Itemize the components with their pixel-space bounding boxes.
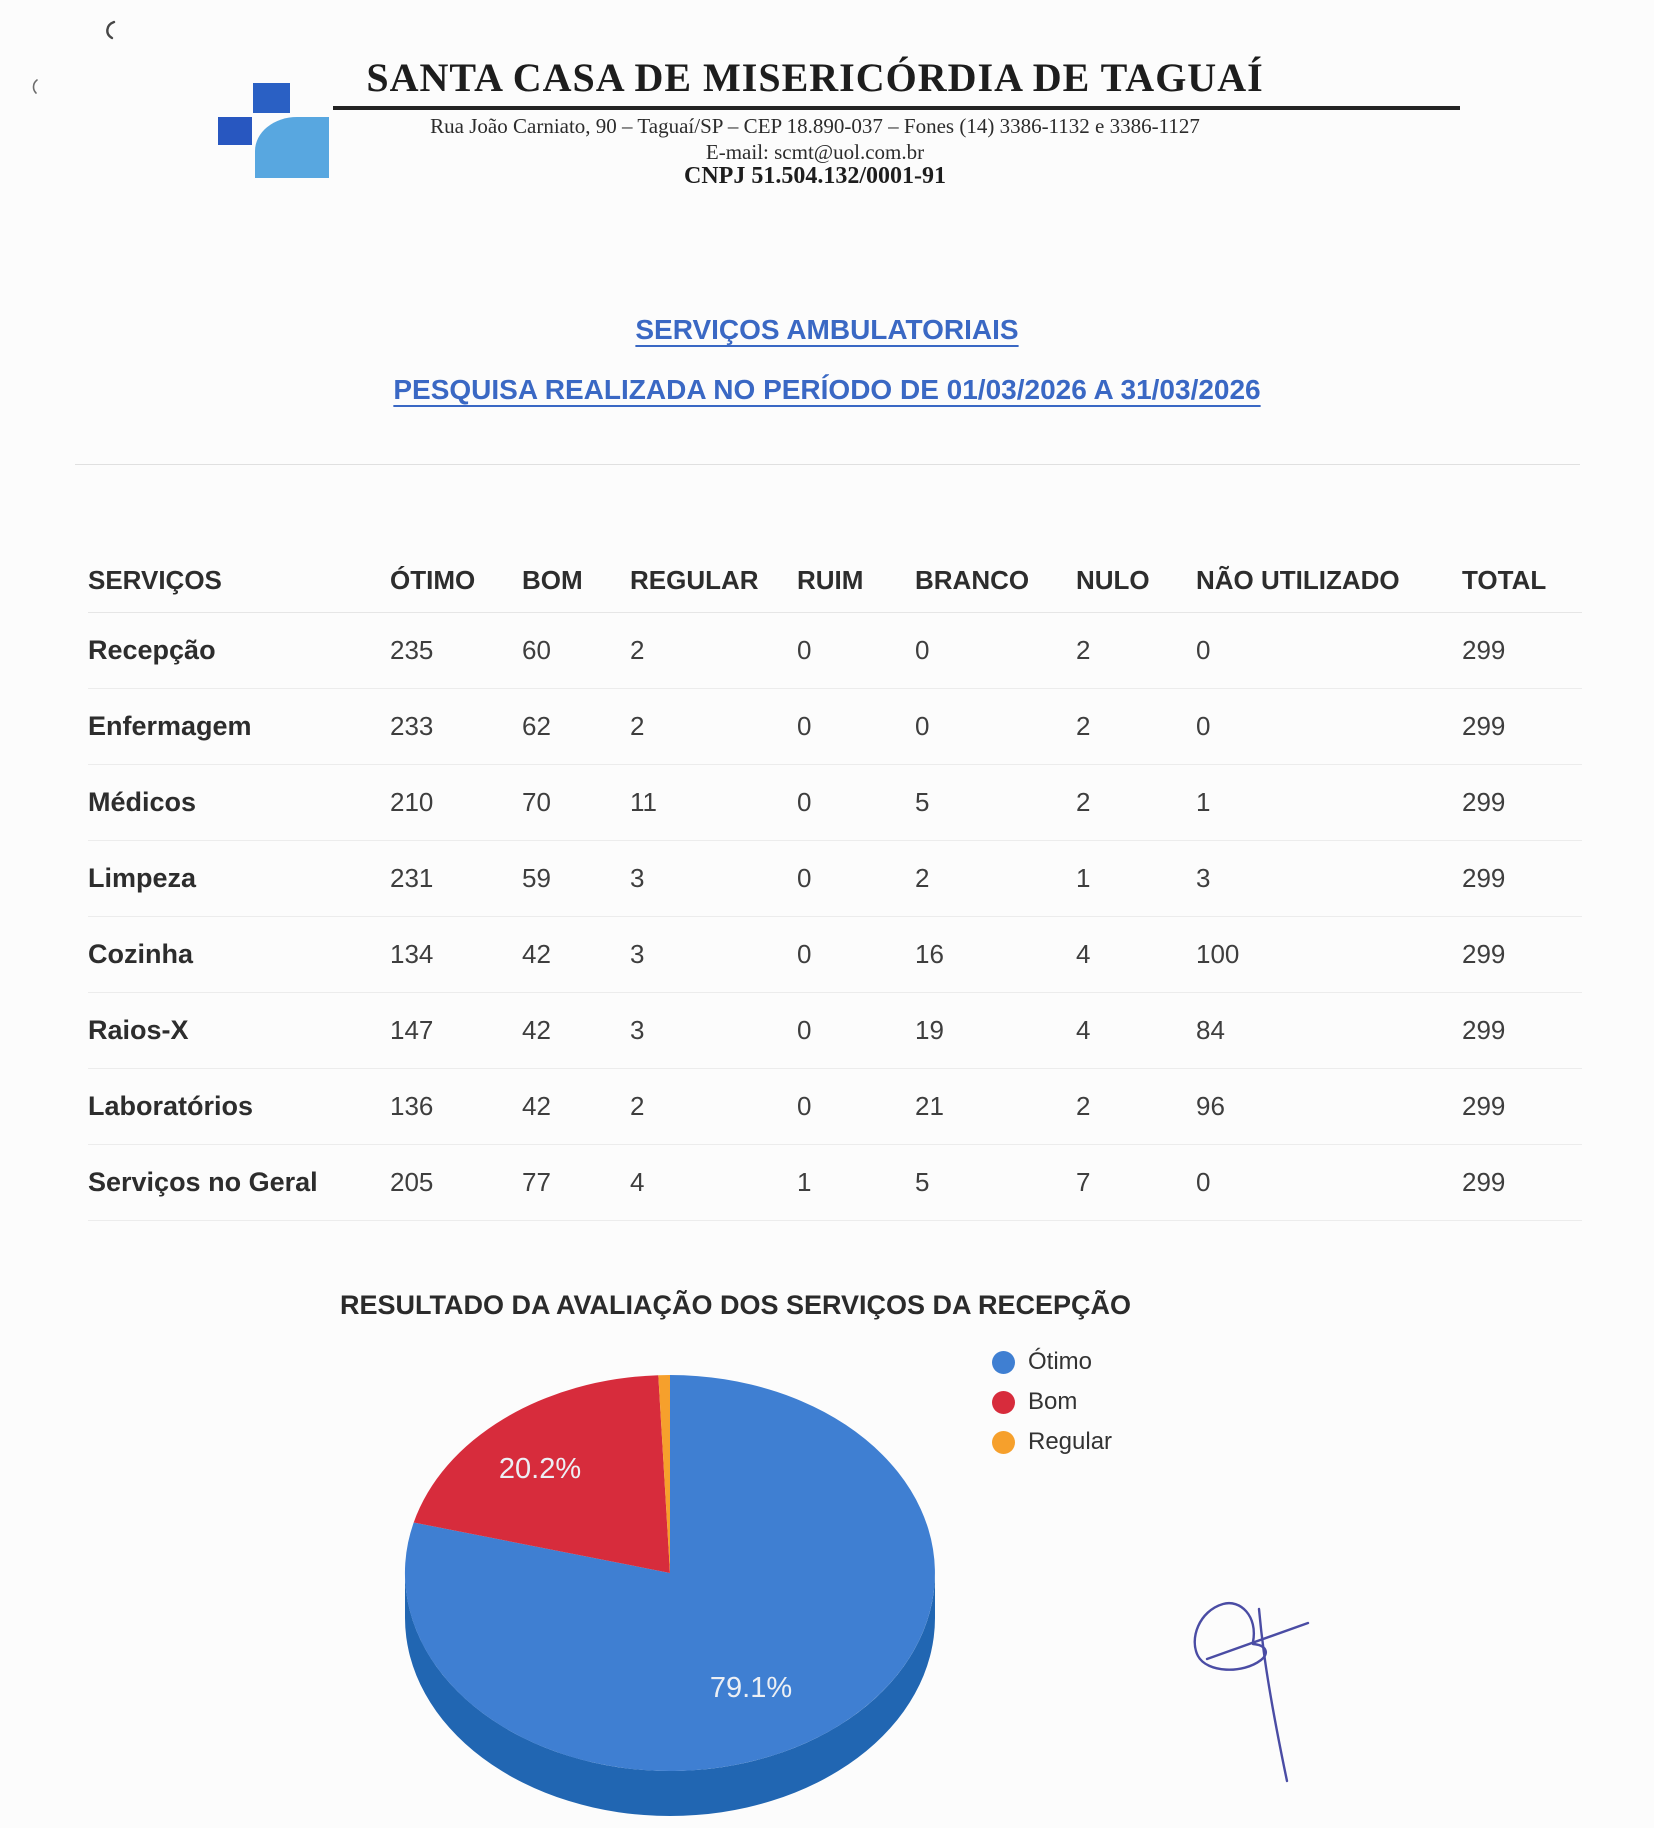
table-cell-value: 2 bbox=[1076, 1091, 1091, 1121]
doc-title-line1: SERVIÇOS AMBULATORIAIS bbox=[635, 314, 1019, 345]
table-header-cell: RUIM bbox=[797, 564, 864, 595]
table-cell-value: 70 bbox=[522, 787, 551, 817]
org-email: E-mail: scmt@uol.com.br bbox=[705, 140, 925, 164]
table-cell-value: 96 bbox=[1196, 1091, 1225, 1121]
table-row bbox=[88, 993, 1582, 1069]
table-row bbox=[88, 765, 1582, 841]
table-cell-value: 0 bbox=[1196, 711, 1211, 741]
pie-label-bom: 20.2% bbox=[498, 1453, 582, 1485]
table-row-service: Serviços no Geral bbox=[88, 1167, 318, 1197]
table-header-cell: SERVIÇOS bbox=[88, 564, 222, 595]
table-cell-value: 7 bbox=[1076, 1167, 1091, 1197]
pen-mark bbox=[100, 20, 120, 42]
table-header-cell: BOM bbox=[522, 564, 583, 595]
table-cell-value: 231 bbox=[390, 863, 434, 893]
table-cell-value: 21 bbox=[915, 1091, 944, 1121]
table-cell-value: 0 bbox=[1196, 635, 1211, 665]
table-header-cell: NÃO UTILIZADO bbox=[1196, 564, 1400, 595]
table-row-service: Raios-X bbox=[88, 1015, 189, 1045]
table-row-service: Limpeza bbox=[88, 863, 197, 893]
table-cell-value: 4 bbox=[1076, 939, 1091, 969]
table-cell-value: 2 bbox=[630, 635, 645, 665]
table-cell-value: 299 bbox=[1462, 635, 1506, 665]
table-cell-value: 299 bbox=[1462, 711, 1506, 741]
doc-title-line2: PESQUISA REALIZADA NO PERÍODO DE 01/03/2026 A 31/03/2026 bbox=[393, 374, 1261, 405]
table-cell-value: 0 bbox=[915, 635, 930, 665]
table-cell-value: 233 bbox=[390, 711, 434, 741]
table-row-service: Cozinha bbox=[88, 939, 193, 969]
table-cell-value: 5 bbox=[915, 787, 930, 817]
table-cell-value: 299 bbox=[1462, 787, 1506, 817]
table-header-row bbox=[88, 548, 1582, 613]
table-cell-value: 0 bbox=[797, 635, 812, 665]
org-name: SANTA CASA DE MISERICÓRDIA DE TAGUAÍ bbox=[366, 55, 1264, 100]
legend-item-otimo bbox=[992, 1342, 1112, 1382]
table-cell-value: 299 bbox=[1462, 939, 1506, 969]
table-header-cell: ÓTIMO bbox=[390, 564, 476, 595]
table-cell-value: 4 bbox=[1076, 1015, 1091, 1045]
table-cell-value: 16 bbox=[915, 939, 944, 969]
table-cell-value: 59 bbox=[522, 863, 551, 893]
table-cell-value: 147 bbox=[390, 1015, 434, 1045]
table-cell-value: 11 bbox=[630, 787, 657, 817]
table-row-service: Laboratórios bbox=[88, 1091, 254, 1121]
table-header-cell: NULO bbox=[1076, 564, 1150, 595]
table-header-cell: REGULAR bbox=[630, 564, 759, 595]
table-cell-value: 2 bbox=[1076, 711, 1091, 741]
table-cell-value: 1 bbox=[1196, 787, 1211, 817]
table-cell-value: 0 bbox=[797, 1091, 812, 1121]
chart-legend bbox=[992, 1342, 1112, 1462]
table-cell-value: 1 bbox=[797, 1167, 812, 1197]
table-cell-value: 0 bbox=[1196, 1167, 1211, 1197]
table-cell-value: 5 bbox=[915, 1167, 930, 1197]
table-cell-value: 3 bbox=[630, 939, 645, 969]
table-cell-value: 19 bbox=[915, 1015, 944, 1045]
table-row bbox=[88, 689, 1582, 765]
legend-item-regular bbox=[992, 1422, 1112, 1462]
table-row bbox=[88, 841, 1582, 917]
table-cell-value: 299 bbox=[1462, 1015, 1506, 1045]
table-cell-value: 3 bbox=[630, 863, 645, 893]
table-cell-value: 3 bbox=[1196, 863, 1211, 893]
legend-dot-bom bbox=[992, 1391, 1015, 1414]
chart-title: RESULTADO DA AVALIAÇÃO DOS SERVIÇOS DA RECEPÇÃO bbox=[340, 1290, 1132, 1320]
table-cell-value: 299 bbox=[1462, 1167, 1506, 1197]
legend-label: Ótimo bbox=[1028, 1348, 1093, 1375]
table-row bbox=[88, 1145, 1582, 1221]
table-cell-value: 299 bbox=[1462, 863, 1506, 893]
table-cell-value: 3 bbox=[630, 1015, 645, 1045]
table-cell-value: 0 bbox=[797, 939, 812, 969]
services-table bbox=[88, 548, 1582, 1221]
table-row-service: Médicos bbox=[88, 787, 197, 817]
pie-label-otimo: 79.1% bbox=[709, 1672, 793, 1704]
logo-rounded-shape bbox=[255, 117, 329, 178]
table-header-cell: BRANCO bbox=[915, 564, 1030, 595]
table-cell-value: 2 bbox=[630, 1091, 645, 1121]
table-cell-value: 299 bbox=[1462, 1091, 1506, 1121]
logo-square-top bbox=[253, 83, 290, 113]
legend-label: Regular bbox=[1028, 1428, 1113, 1455]
org-logo bbox=[218, 83, 333, 183]
table-cell-value: 0 bbox=[797, 863, 812, 893]
table-cell-value: 0 bbox=[797, 1015, 812, 1045]
table-cell-value: 100 bbox=[1196, 939, 1240, 969]
legend-dot-regular bbox=[992, 1431, 1015, 1454]
org-address: Rua João Carniato, 90 – Taguaí/SP – CEP 18.890-037 – Fones (14) 3386-1132 e 3386-1127 bbox=[430, 114, 1200, 138]
table-cell-value: 0 bbox=[915, 711, 930, 741]
table-row-service: Recepção bbox=[88, 635, 216, 665]
table-row bbox=[88, 917, 1582, 993]
table-cell-value: 42 bbox=[522, 939, 551, 969]
letterhead-rule bbox=[333, 106, 1460, 110]
legend-item-bom bbox=[992, 1382, 1112, 1422]
table-cell-value: 134 bbox=[390, 939, 434, 969]
legend-dot-otimo bbox=[992, 1351, 1015, 1374]
table-cell-value: 0 bbox=[797, 711, 812, 741]
table-cell-value: 210 bbox=[390, 787, 434, 817]
table-cell-value: 235 bbox=[390, 635, 434, 665]
table-cell-value: 2 bbox=[1076, 787, 1091, 817]
table-cell-value: 136 bbox=[390, 1091, 434, 1121]
document-titles bbox=[0, 300, 1654, 420]
legend-label: Bom bbox=[1028, 1388, 1078, 1415]
table-header-cell: TOTAL bbox=[1462, 564, 1547, 595]
table-row bbox=[88, 1069, 1582, 1145]
table-top-rule bbox=[75, 464, 1580, 465]
table-cell-value: 1 bbox=[1076, 863, 1091, 893]
table-row-service: Enfermagem bbox=[88, 711, 252, 741]
pie-chart bbox=[385, 1355, 955, 1828]
table-cell-value: 42 bbox=[522, 1091, 551, 1121]
table-row bbox=[88, 613, 1582, 689]
table-cell-value: 2 bbox=[1076, 635, 1091, 665]
table-cell-value: 60 bbox=[522, 635, 551, 665]
table-cell-value: 84 bbox=[1196, 1015, 1225, 1045]
table-cell-value: 0 bbox=[797, 787, 812, 817]
pie-chart-svg bbox=[385, 1355, 955, 1828]
table-cell-value: 77 bbox=[522, 1167, 551, 1197]
table-cell-value: 205 bbox=[390, 1167, 434, 1197]
org-cnpj: CNPJ 51.504.132/0001-91 bbox=[684, 163, 946, 189]
table-cell-value: 42 bbox=[522, 1015, 551, 1045]
pen-mark bbox=[28, 78, 44, 96]
signature-scribble bbox=[1150, 1560, 1450, 1828]
table-cell-value: 4 bbox=[630, 1167, 645, 1197]
table-cell-value: 2 bbox=[630, 711, 645, 741]
table-cell-value: 2 bbox=[915, 863, 930, 893]
logo-square-left bbox=[218, 117, 252, 145]
table-cell-value: 62 bbox=[522, 711, 551, 741]
